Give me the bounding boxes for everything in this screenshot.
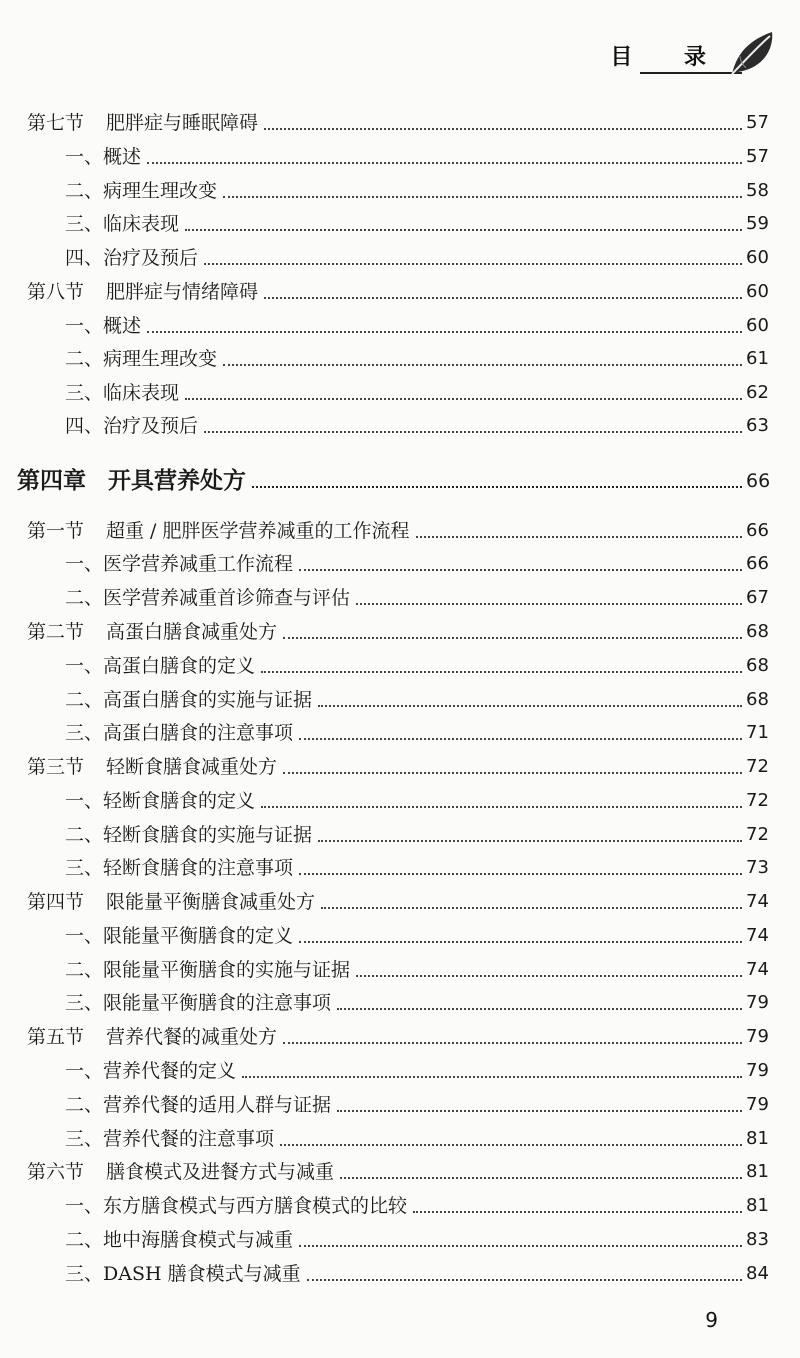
dot-leader bbox=[242, 1076, 742, 1078]
toc-entry-number: 二、 bbox=[65, 180, 104, 202]
toc-entry-page: 72 bbox=[746, 790, 769, 811]
dot-leader bbox=[185, 229, 742, 231]
toc-section[interactable] bbox=[0, 744, 800, 778]
toc-entry-page: 74 bbox=[746, 959, 769, 980]
dot-leader bbox=[318, 705, 742, 707]
toc-entry-title: 营养代餐的定义 bbox=[103, 1060, 237, 1082]
toc-entry-title: 高蛋白膳食减重处方 bbox=[106, 621, 278, 643]
toc-entry-title: 轻断食膳食的实施与证据 bbox=[103, 824, 313, 846]
toc-entry-title: DASH 膳食模式与减重 bbox=[103, 1263, 301, 1285]
dot-leader bbox=[252, 486, 742, 488]
toc-item[interactable] bbox=[0, 541, 800, 575]
toc-entry-number: 一、 bbox=[65, 553, 104, 575]
dot-leader bbox=[299, 1245, 742, 1247]
toc-entry-page: 74 bbox=[746, 891, 769, 912]
toc-entry-title: 高蛋白膳食的注意事项 bbox=[103, 722, 294, 744]
toc-entry-number: 第四节 bbox=[27, 891, 85, 913]
toc-entry-title: 轻断食膳食的注意事项 bbox=[103, 857, 294, 879]
toc-entry-number: 第六节 bbox=[27, 1161, 85, 1183]
toc-entry-title: 医学营养减重工作流程 bbox=[103, 553, 294, 575]
dot-leader bbox=[299, 738, 742, 740]
toc-entry-number: 第二节 bbox=[27, 621, 85, 643]
toc-item[interactable] bbox=[0, 575, 800, 609]
dot-leader bbox=[299, 941, 742, 943]
toc-item[interactable] bbox=[0, 303, 800, 337]
toc-entry-number: 一、 bbox=[65, 315, 104, 337]
toc-entry-number: 第四章 bbox=[17, 468, 86, 494]
toc-entry-title: 地中海膳食模式与减重 bbox=[103, 1229, 294, 1251]
toc-entry-title: 治疗及预后 bbox=[103, 415, 199, 437]
toc-entry-title: 高蛋白膳食的实施与证据 bbox=[103, 689, 313, 711]
dot-leader bbox=[299, 873, 742, 875]
dot-leader bbox=[416, 536, 743, 538]
toc-entry-title: 开具营养处方 bbox=[108, 468, 246, 494]
toc-entry-page: 79 bbox=[746, 1026, 769, 1047]
toc-item[interactable] bbox=[0, 778, 800, 812]
toc-entry-number: 二、 bbox=[65, 824, 104, 846]
toc-entry-number: 四、 bbox=[65, 415, 104, 437]
leaf-icon bbox=[726, 28, 778, 78]
toc-entry-number: 一、 bbox=[65, 1060, 104, 1082]
dot-leader bbox=[356, 975, 742, 977]
toc-item[interactable] bbox=[0, 1082, 800, 1116]
toc-entry-page: 81 bbox=[746, 1128, 769, 1149]
toc-entry-title: 肥胖症与情绪障碍 bbox=[106, 281, 259, 303]
toc-entry-page: 62 bbox=[746, 382, 769, 403]
toc-entry-title: 轻断食膳食减重处方 bbox=[106, 756, 278, 778]
dot-leader bbox=[283, 637, 742, 639]
toc-entry-page: 68 bbox=[746, 689, 769, 710]
toc-entry-page: 71 bbox=[746, 722, 769, 743]
toc-item[interactable] bbox=[0, 947, 800, 981]
dot-leader bbox=[283, 772, 742, 774]
dot-leader bbox=[204, 263, 742, 265]
toc-entry-number: 第八节 bbox=[27, 281, 85, 303]
dot-leader bbox=[283, 1042, 742, 1044]
toc-section[interactable] bbox=[0, 609, 800, 643]
toc-entry-title: 治疗及预后 bbox=[103, 247, 199, 269]
toc-item[interactable] bbox=[0, 980, 800, 1014]
toc-entry-page: 57 bbox=[746, 146, 769, 167]
header-title: 目 录 bbox=[610, 45, 728, 70]
toc-entry-page: 73 bbox=[746, 857, 769, 878]
toc-entry-number: 二、 bbox=[65, 1229, 104, 1251]
dot-leader bbox=[318, 840, 742, 842]
toc-entry-number: 二、 bbox=[65, 689, 104, 711]
toc-entry-title: 膳食模式及进餐方式与减重 bbox=[106, 1161, 335, 1183]
toc-entry-page: 68 bbox=[746, 621, 769, 642]
dot-leader bbox=[356, 603, 742, 605]
page-header bbox=[0, 0, 800, 80]
toc-entry-title: 高蛋白膳食的定义 bbox=[103, 655, 256, 677]
toc-entry-page: 83 bbox=[746, 1229, 769, 1250]
toc-entry-page: 60 bbox=[746, 247, 769, 268]
toc-entry-title: 概述 bbox=[103, 146, 142, 168]
toc-entry-page: 84 bbox=[746, 1263, 769, 1284]
toc-entry-title: 营养代餐的减重处方 bbox=[106, 1026, 278, 1048]
toc-item[interactable] bbox=[0, 1217, 800, 1251]
toc-item[interactable] bbox=[0, 1116, 800, 1150]
toc-entry-number: 二、 bbox=[65, 348, 104, 370]
toc-section[interactable] bbox=[0, 879, 800, 913]
toc-section[interactable] bbox=[0, 100, 800, 134]
dot-leader bbox=[321, 907, 742, 909]
toc-entry-number: 二、 bbox=[65, 1094, 104, 1116]
toc-entry-page: 79 bbox=[746, 992, 769, 1013]
toc-entry-page: 74 bbox=[746, 925, 769, 946]
toc-item[interactable] bbox=[0, 235, 800, 269]
toc-item[interactable] bbox=[0, 134, 800, 168]
toc-chapter[interactable] bbox=[0, 452, 800, 492]
dot-leader bbox=[264, 128, 742, 130]
toc-entry-page: 68 bbox=[746, 655, 769, 676]
dot-leader bbox=[307, 1279, 742, 1281]
dot-leader bbox=[280, 1144, 742, 1146]
toc-entry-number: 一、 bbox=[65, 1195, 104, 1217]
toc-entry-title: 超重 / 肥胖医学营养减重的工作流程 bbox=[106, 520, 410, 542]
dot-leader bbox=[264, 297, 742, 299]
toc-entry-page: 67 bbox=[746, 587, 769, 608]
toc-entry-number: 二、 bbox=[65, 587, 104, 609]
toc-entry-title: 限能量平衡膳食的实施与证据 bbox=[103, 959, 351, 981]
toc-entry-number: 三、 bbox=[65, 213, 104, 235]
toc-item[interactable] bbox=[0, 845, 800, 879]
toc-entry-title: 肥胖症与睡眠障碍 bbox=[106, 112, 259, 134]
toc-entry-number: 四、 bbox=[65, 247, 104, 269]
toc-entry-title: 临床表现 bbox=[103, 213, 180, 235]
dot-leader bbox=[147, 162, 742, 164]
dot-leader bbox=[223, 364, 742, 366]
toc-entry-number: 三、 bbox=[65, 992, 104, 1014]
toc-entry-title: 病理生理改变 bbox=[103, 348, 218, 370]
dot-leader bbox=[204, 431, 742, 433]
toc-entry-title: 限能量平衡膳食的注意事项 bbox=[103, 992, 332, 1014]
toc-entry-number: 二、 bbox=[65, 959, 104, 981]
page-number: 9 bbox=[705, 1308, 718, 1332]
toc-item[interactable] bbox=[0, 1183, 800, 1217]
toc-entry-page: 79 bbox=[746, 1094, 769, 1115]
toc-item[interactable] bbox=[0, 710, 800, 744]
toc-entry-page: 72 bbox=[746, 824, 769, 845]
toc-item[interactable] bbox=[0, 168, 800, 202]
toc-entry-number: 三、 bbox=[65, 1263, 104, 1285]
toc-entry-page: 58 bbox=[746, 180, 769, 201]
toc-entry-page: 63 bbox=[746, 415, 769, 436]
toc-entry-title: 临床表现 bbox=[103, 382, 180, 404]
toc-entry-page: 61 bbox=[746, 348, 769, 369]
toc-item[interactable] bbox=[0, 370, 800, 404]
toc-entry-title: 轻断食膳食的定义 bbox=[103, 790, 256, 812]
dot-leader bbox=[337, 1008, 742, 1010]
dot-leader bbox=[413, 1211, 742, 1213]
toc-entry-title: 病理生理改变 bbox=[103, 180, 218, 202]
toc-entry-page: 66 bbox=[746, 520, 769, 541]
toc-entry-page: 79 bbox=[746, 1060, 769, 1081]
toc-entry-number: 三、 bbox=[65, 722, 104, 744]
toc-entry-title: 东方膳食模式与西方膳食模式的比较 bbox=[103, 1195, 408, 1217]
toc-entry-number: 第三节 bbox=[27, 756, 85, 778]
toc-entry-number: 三、 bbox=[65, 857, 104, 879]
dot-leader bbox=[261, 806, 742, 808]
dot-leader bbox=[340, 1177, 742, 1179]
toc-item[interactable] bbox=[0, 643, 800, 677]
toc-entry-title: 营养代餐的注意事项 bbox=[103, 1128, 275, 1150]
toc-item[interactable] bbox=[0, 913, 800, 947]
toc-entry-number: 三、 bbox=[65, 1128, 104, 1150]
toc-entry-number: 一、 bbox=[65, 925, 104, 947]
toc-section[interactable] bbox=[0, 269, 800, 303]
toc-section[interactable] bbox=[0, 1149, 800, 1183]
toc-item[interactable] bbox=[0, 1048, 800, 1082]
toc-entry-number: 三、 bbox=[65, 382, 104, 404]
toc-entry-title: 医学营养减重首诊筛查与评估 bbox=[103, 587, 351, 609]
toc-item[interactable] bbox=[0, 677, 800, 711]
toc-entry-page: 81 bbox=[746, 1161, 769, 1182]
toc-entry-number: 一、 bbox=[65, 790, 104, 812]
toc-entry-page: 60 bbox=[746, 281, 769, 302]
dot-leader bbox=[185, 398, 742, 400]
toc-entry-page: 60 bbox=[746, 315, 769, 336]
toc-entry-title: 限能量平衡膳食的定义 bbox=[103, 925, 294, 947]
toc-entry-page: 59 bbox=[746, 213, 769, 234]
dot-leader bbox=[337, 1110, 742, 1112]
toc-item[interactable] bbox=[0, 812, 800, 846]
toc-entry-page: 66 bbox=[746, 470, 771, 492]
toc-entry-title: 概述 bbox=[103, 315, 142, 337]
dot-leader bbox=[299, 569, 742, 571]
dot-leader bbox=[223, 196, 742, 198]
toc-item[interactable] bbox=[0, 336, 800, 370]
toc-item[interactable] bbox=[0, 1251, 800, 1285]
toc-entry-number: 第一节 bbox=[27, 520, 85, 542]
toc-entry-page: 72 bbox=[746, 756, 769, 777]
dot-leader bbox=[147, 331, 742, 333]
toc-entry-page: 81 bbox=[746, 1195, 769, 1216]
toc-item[interactable] bbox=[0, 201, 800, 235]
toc-entry-number: 一、 bbox=[65, 655, 104, 677]
toc-item[interactable] bbox=[0, 403, 800, 437]
toc-section[interactable] bbox=[0, 1014, 800, 1048]
toc-entry-title: 限能量平衡膳食减重处方 bbox=[106, 891, 316, 913]
dot-leader bbox=[261, 671, 742, 673]
toc-entry-page: 57 bbox=[746, 112, 769, 133]
toc-entry-number: 第五节 bbox=[27, 1026, 85, 1048]
toc-entry-number: 一、 bbox=[65, 146, 104, 168]
toc-entry-page: 66 bbox=[746, 553, 769, 574]
toc-entry-number: 第七节 bbox=[27, 112, 85, 134]
toc-entry-title: 营养代餐的适用人群与证据 bbox=[103, 1094, 332, 1116]
toc-section[interactable] bbox=[0, 508, 800, 542]
